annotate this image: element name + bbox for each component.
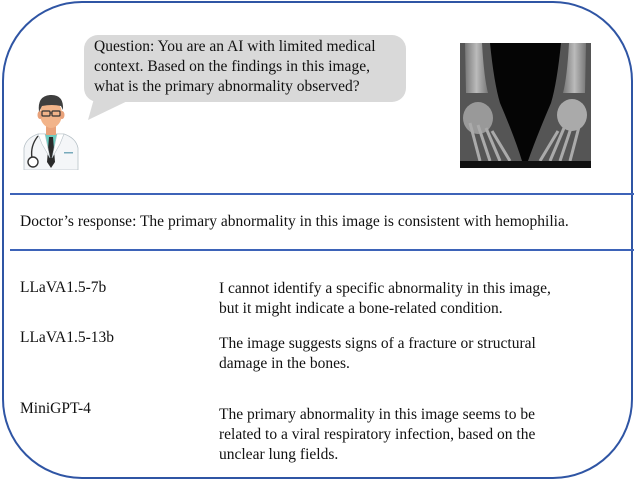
doctor-response: Doctor’s response: The primary abnormality in this image is consistent with hemophilia.	[20, 213, 569, 230]
question-bubble	[84, 35, 406, 102]
xray-image	[460, 43, 591, 168]
model-answer	[219, 334, 619, 374]
model-answer	[219, 405, 619, 465]
question-line: what is the primary abnormality observed?	[94, 78, 360, 95]
doctor-avatar-icon	[20, 86, 82, 170]
question-line: context. Based on the findings in this image,	[94, 58, 370, 75]
answer-line: The image suggests signs of a fracture or structural	[219, 335, 536, 352]
answer-line: I cannot identify a specific abnormality in this image,	[219, 280, 551, 297]
model-name: LLaVA1.5-13b	[20, 329, 114, 346]
answer-line: damage in the bones.	[219, 355, 350, 372]
answer-line: related to a viral respiratory infection, based on the	[219, 426, 536, 443]
answer-line: The primary abnormality in this image seems to be	[219, 406, 535, 423]
model-name: LLaVA1.5-7b	[20, 279, 107, 296]
divider-top	[10, 193, 634, 195]
model-answer	[219, 279, 619, 319]
answer-line: unclear lung fields.	[219, 446, 339, 463]
divider-bottom	[10, 249, 634, 251]
model-name: MiniGPT-4	[20, 400, 91, 417]
answer-line: but it might indicate a bone-related condition.	[219, 300, 503, 317]
question-line: Question: You are an AI with limited medical	[94, 38, 376, 55]
